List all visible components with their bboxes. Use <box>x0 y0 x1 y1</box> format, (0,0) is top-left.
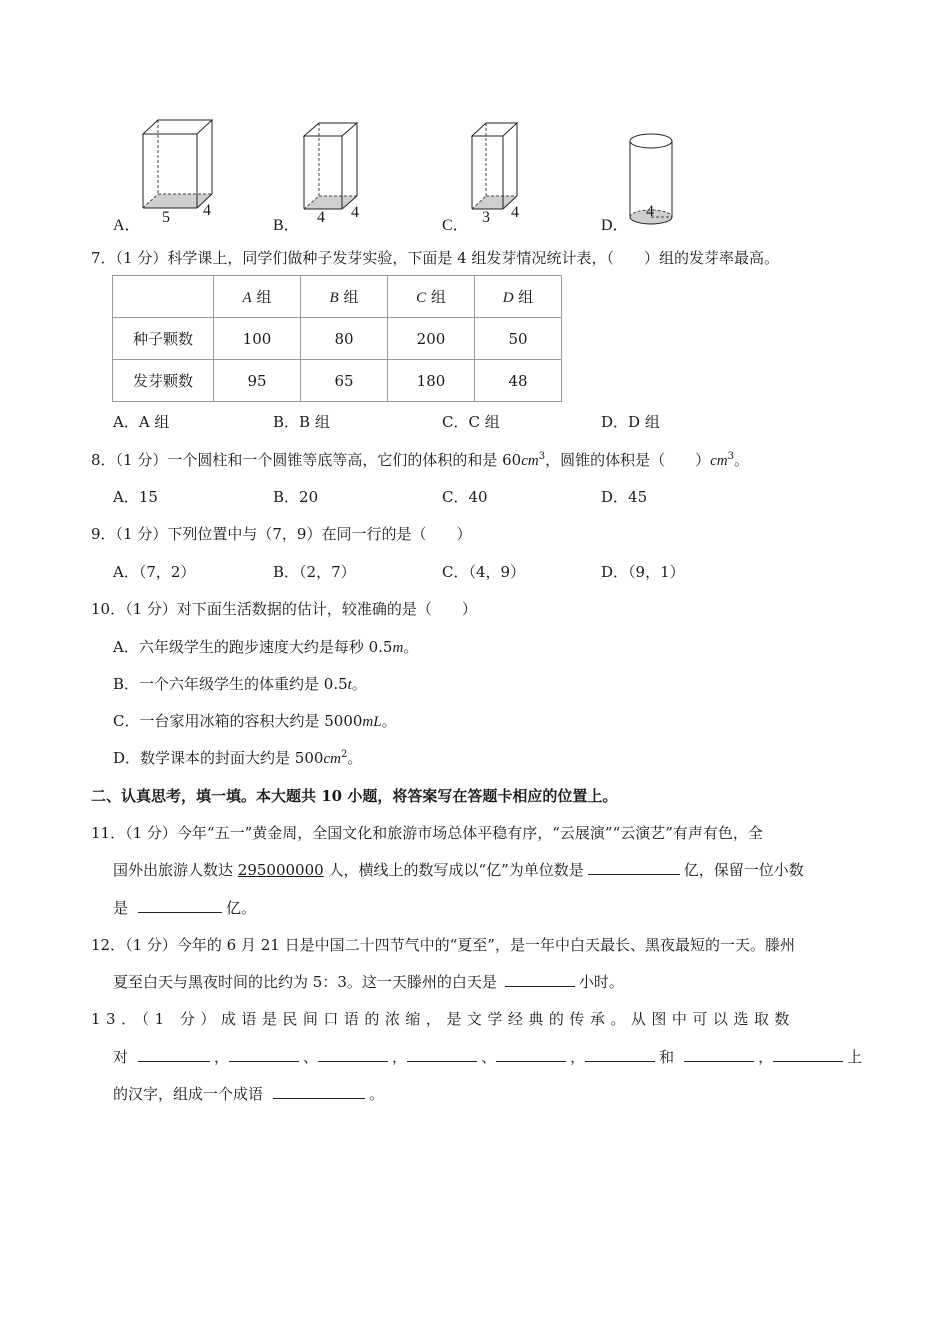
q12-text-b: 小时。 <box>578 973 624 991</box>
q10-option-a-unit: m <box>392 640 404 656</box>
q11-underlined-number: 295000000 <box>237 861 324 879</box>
q6-a-bottom-label: 5 <box>162 209 170 226</box>
q9-option-d: D．（9，1） <box>601 563 685 581</box>
q13-text-a: 的汉字，组成一个成语 <box>113 1085 264 1103</box>
table-cell: 发芽颗数 <box>113 360 214 402</box>
q10-option-b-text: B．一个六年级学生的体重约是 0.5 <box>113 675 348 693</box>
table-cell: 180 <box>388 360 475 402</box>
q13-blank-3[interactable] <box>318 1047 388 1062</box>
q13-sep-8: 上 <box>847 1048 863 1066</box>
q13-sep-4: 、 <box>481 1048 497 1066</box>
q10-option-c-unit: mL <box>362 714 382 730</box>
q9-option-a: A．（7，2） <box>113 563 196 581</box>
q10-option-b <box>113 673 367 694</box>
q7-option-d: D．D 组 <box>601 413 660 431</box>
q13-text-b: 。 <box>369 1085 385 1103</box>
q10-option-d-unit: cm <box>323 751 341 767</box>
q11-line-2 <box>113 859 804 880</box>
q13-sep-7: ， <box>758 1048 774 1066</box>
q9-stem: 9．（1 分）下列位置中与（7，9）在同一行的是（ ） <box>91 525 472 543</box>
q11-text-b: 人，横线上的数写成以“亿”为单位数是 <box>323 861 584 879</box>
q11-text-d: 是 <box>113 899 129 917</box>
table-header-cell: D 组 <box>475 276 562 318</box>
q12-line-2 <box>113 971 624 992</box>
q13-blank-8[interactable] <box>773 1047 843 1062</box>
q6-a-side-label: 4 <box>203 202 211 219</box>
q13-line-2 <box>113 1046 862 1067</box>
q8-stem-prefix: 8．（1 分）一个圆柱和一个圆锥等底等高，它们的体积的和是 60 <box>91 451 522 469</box>
table-cell: 65 <box>301 360 388 402</box>
q10-option-c-end: 。 <box>381 712 397 730</box>
q7-option-c: C．C 组 <box>442 413 500 431</box>
q11-blank-2[interactable] <box>138 898 222 913</box>
cuboid-b-figure <box>302 120 362 215</box>
q13-blank-6[interactable] <box>585 1047 655 1062</box>
q8-stem-end: 。 <box>733 451 749 469</box>
q7-option-b: B．B 组 <box>273 413 330 431</box>
q10-option-d <box>113 747 362 768</box>
q13-line-3 <box>113 1083 384 1104</box>
q13-blank-1[interactable] <box>138 1047 210 1062</box>
cuboid-c-figure <box>470 120 522 215</box>
table-cell <box>113 276 214 318</box>
table-header-cell: B 组 <box>301 276 388 318</box>
q13-sep-3: ， <box>392 1048 408 1066</box>
q8-sup-2: 3 <box>727 451 734 462</box>
q13-blank-answer[interactable] <box>273 1084 365 1099</box>
q11-text-e: 亿。 <box>226 899 257 917</box>
table-cell: 200 <box>388 318 475 360</box>
q8-option-a: A．15 <box>113 488 158 506</box>
q10-option-d-end: 。 <box>347 749 363 767</box>
q10-option-d-text: D．数学课本的封面大约是 500 <box>113 749 324 767</box>
table-cell: 50 <box>475 318 562 360</box>
q12-blank[interactable] <box>505 972 575 987</box>
table-cell: 种子颗数 <box>113 318 214 360</box>
q6-option-d-letter: D． <box>601 217 629 234</box>
q13-blank-5[interactable] <box>496 1047 566 1062</box>
q12-line-1: 12．（1 分）今年的 6 月 21 日是中国二十四节气中的“夏至”，是一年中白天最长、黑夜最短的一天。滕州 <box>91 936 795 954</box>
q10-option-c-text: C．一台家用冰箱的容积大约是 5000 <box>113 712 363 730</box>
table-cell: 100 <box>214 318 301 360</box>
q7-option-a: A．A 组 <box>113 413 170 431</box>
q13-blank-2[interactable] <box>229 1047 299 1062</box>
q11-line-3 <box>113 897 256 918</box>
q13-blank-7[interactable] <box>684 1047 754 1062</box>
q8-option-b: B．20 <box>273 488 319 506</box>
table-header-cell: A 组 <box>214 276 301 318</box>
q8-option-c: C．40 <box>442 488 488 506</box>
q6-b-bottom-label: 4 <box>317 209 325 226</box>
q13-line-1: 13．（1 分）成语是民间口语的浓缩，是文学经典的传承。从图中可以选取数 <box>91 1010 795 1028</box>
q10-stem: 10．（1 分）对下面生活数据的估计，较准确的是（ ） <box>91 600 477 618</box>
q8-stem <box>91 449 749 470</box>
table-header-row <box>113 276 562 318</box>
q13-sep-5: ， <box>570 1048 586 1066</box>
q10-option-b-unit: t <box>347 677 352 693</box>
q6-option-c-letter: C． <box>442 217 469 234</box>
q6-b-side-label: 4 <box>351 204 359 221</box>
q11-text-c: 亿，保留一位小数 <box>683 861 804 879</box>
q10-option-b-end: 。 <box>351 675 367 693</box>
q10-option-a <box>113 636 418 657</box>
table-cell: 48 <box>475 360 562 402</box>
q13-text-start: 对 <box>113 1048 129 1066</box>
q11-text-a: 国外出旅游人数达 <box>113 861 238 879</box>
cuboid-a-figure <box>140 118 220 213</box>
q13-blank-4[interactable] <box>407 1047 477 1062</box>
table-row <box>113 318 562 360</box>
seed-germination-table <box>112 275 562 402</box>
table-cell: 80 <box>301 318 388 360</box>
q11-blank-1[interactable] <box>588 860 680 875</box>
q8-unit-2: cm <box>710 453 728 469</box>
q10-option-a-text: A．六年级学生的跑步速度大约是每秒 0.5 <box>113 638 393 656</box>
q13-sep-2: 、 <box>303 1048 319 1066</box>
q8-sup: 3 <box>538 451 546 462</box>
table-cell: 95 <box>214 360 301 402</box>
q7-stem: 7．（1 分）科学课上，同学们做种子发芽实验，下面是 4 组发芽情况统计表，（ ）组的发芽率最高。 <box>91 249 779 267</box>
q6-option-a-letter: A． <box>113 217 141 234</box>
q10-option-c <box>113 710 397 731</box>
section-2-heading: 二、认真思考，填一填。本大题共 10 小题，将答案写在答题卡相应的位置上。 <box>91 787 618 805</box>
q6-d-label: 4 <box>646 203 654 220</box>
q13-sep-1: ， <box>214 1048 230 1066</box>
q8-unit: cm <box>521 453 539 469</box>
table-row <box>113 360 562 402</box>
q13-sep-6: 和 <box>659 1048 675 1066</box>
q9-option-c: C．（4，9） <box>442 563 526 581</box>
q6-option-b-letter: B． <box>273 217 300 234</box>
q6-c-bottom-label: 3 <box>482 209 490 226</box>
q8-option-d: D．45 <box>601 488 648 506</box>
q10-option-d-sup: 2 <box>340 749 348 760</box>
q6-c-side-label: 4 <box>511 204 519 221</box>
q9-option-b: B．（2，7） <box>273 563 356 581</box>
q10-option-a-end: 。 <box>403 638 419 656</box>
q11-line-1: 11．（1 分）今年“五一”黄金周，全国文化和旅游市场总体平稳有序，“云展演”“云演艺”有声有色，全 <box>91 824 763 842</box>
q12-text-a: 夏至白天与黑夜时间的比约为 5：3。这一天滕州的白天是 <box>113 973 497 991</box>
q8-stem-mid: ，圆锥的体积是（ ） <box>545 451 711 469</box>
table-header-cell: C 组 <box>388 276 475 318</box>
